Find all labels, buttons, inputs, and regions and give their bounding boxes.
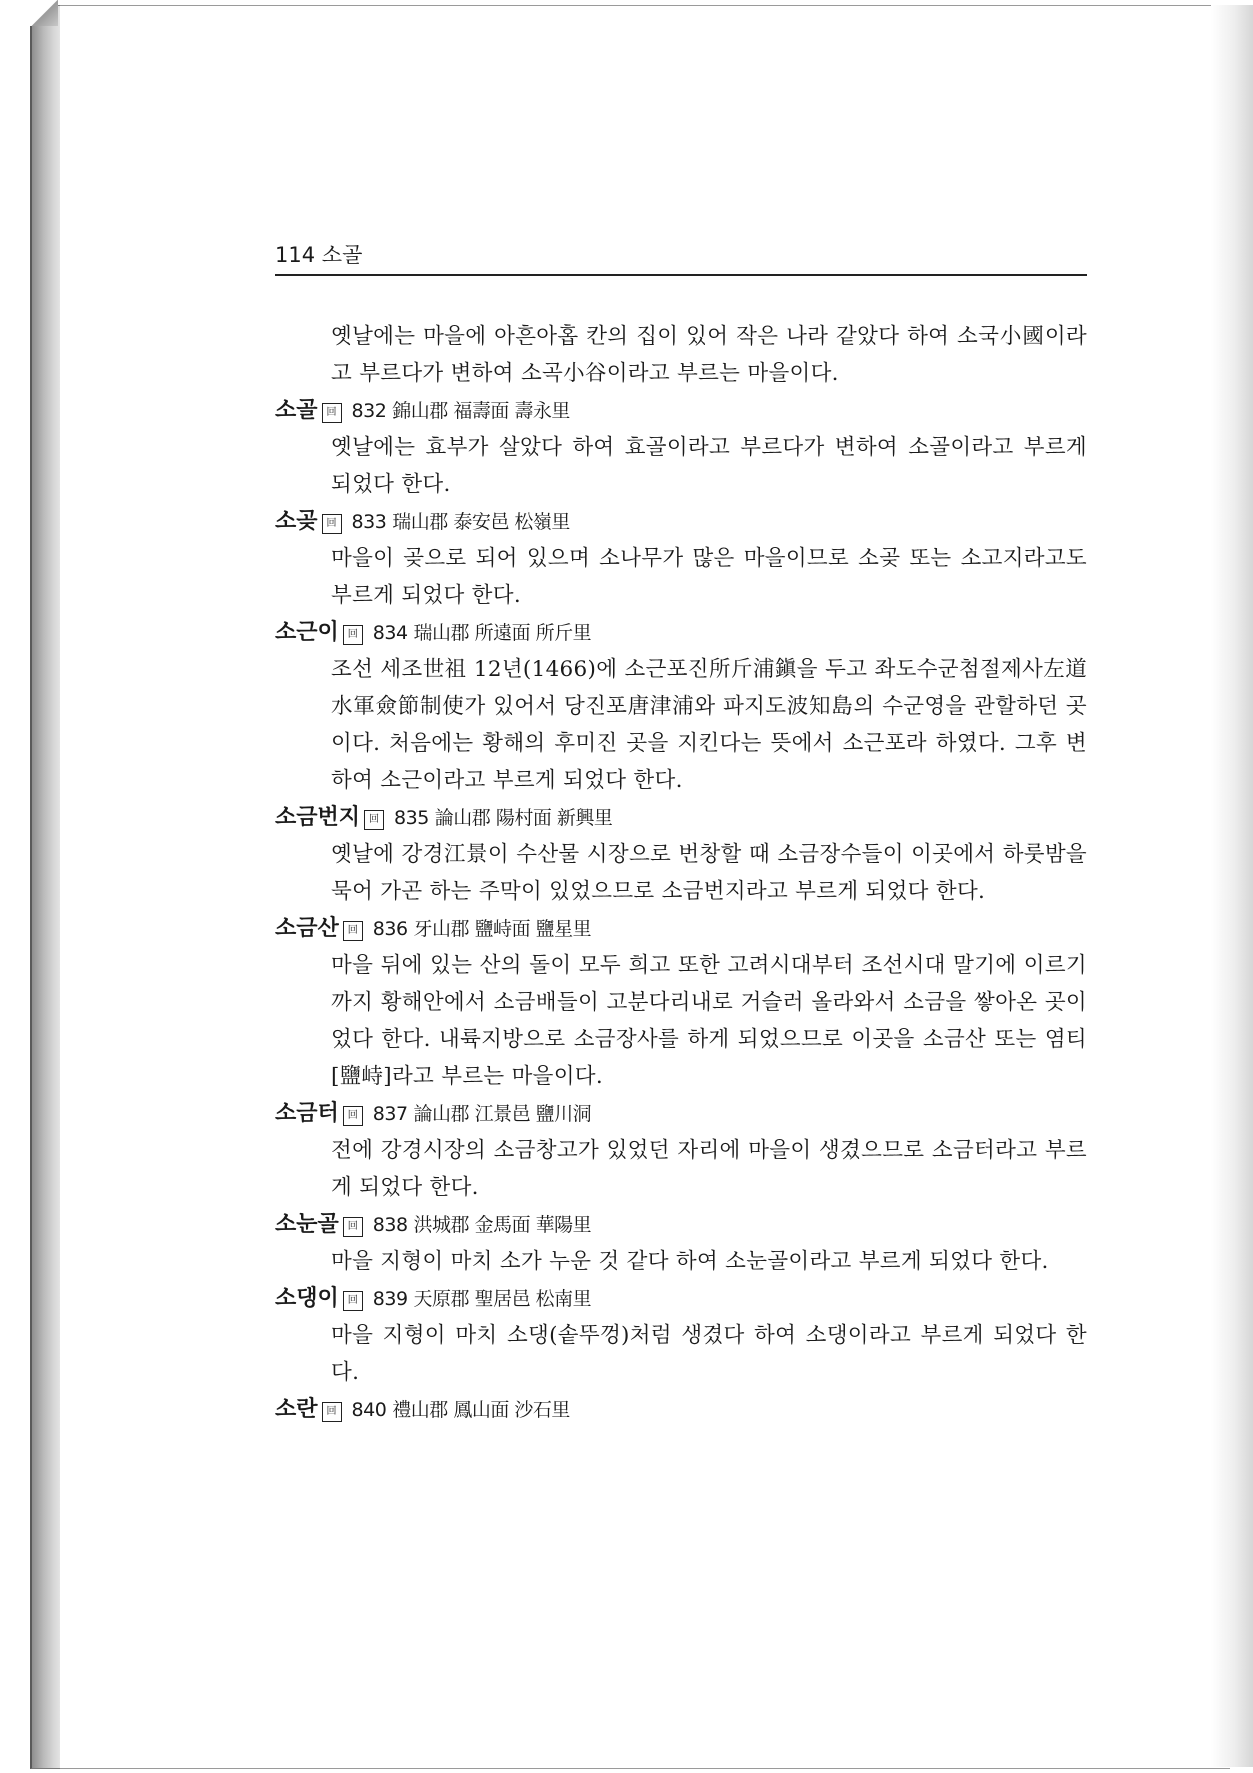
entry-location: 錦山郡 福壽面 壽永里 [392,400,570,422]
dictionary-entry [275,799,1087,910]
page-shadow [1211,5,1253,1767]
entry-term: 소곶 [275,509,318,534]
entry-number: 839 [372,1288,408,1310]
entry-heading [275,799,1087,836]
running-title: 소골 [321,243,363,267]
entry-type-icon: 回 [343,625,363,645]
entry-location: 瑞山郡 泰安邑 松嶺里 [392,511,570,533]
entry-term: 소눈골 [275,1212,339,1237]
entry-heading [275,910,1087,947]
entry-heading [275,392,1087,429]
book-corner [30,0,58,26]
page-header [275,238,1087,276]
entry-term: 소금터 [275,1101,339,1126]
entry-list [275,392,1087,1428]
entry-number: 837 [372,1103,408,1125]
entry-type-icon: 回 [343,1291,363,1311]
entry-description: 마을이 곶으로 되어 있으며 소나무가 많은 마을이므로 소곶 또는 소고지라고도 부르게 되었다 한다. [331,546,1087,608]
entry-type-icon: 回 [322,514,342,534]
entry-heading [275,1095,1087,1132]
entry-number: 833 [351,511,387,533]
book-page-edge [30,5,64,1769]
entry-term: 소골 [275,398,318,423]
dictionary-entry [275,503,1087,614]
entry-location: 瑞山郡 所遠面 所斤里 [413,622,592,644]
intro-paragraph: 옛날에는 마을에 아흔아홉 칸의 집이 있어 작은 나라 같았다 하여 소국小國이라고 부르다가 변하여 소곡小谷이라고 부르는 마을이다. [331,324,1087,386]
entry-description: 마을 지형이 마치 소가 누운 것 같다 하여 소눈골이라고 부르게 되었다 한다. [331,1249,1049,1274]
entry-location: 論山郡 江景邑 鹽川洞 [413,1103,592,1125]
dictionary-body [275,318,1087,1428]
entry-location: 洪城郡 金馬面 華陽里 [413,1214,592,1236]
entry-type-icon: 回 [322,403,342,423]
dictionary-entry [275,1391,1087,1428]
entry-heading [275,614,1087,651]
entry-number: 836 [372,918,408,940]
entry-term: 소근이 [275,620,339,645]
entry-location: 天原郡 聖居邑 松南里 [413,1288,592,1310]
entry-number: 834 [372,622,408,644]
entry-type-icon: 回 [322,1402,342,1422]
entry-term: 소란 [275,1397,318,1422]
entry-type-icon: 回 [343,1106,363,1126]
entry-description: 전에 강경시장의 소금창고가 있었던 자리에 마을이 생겼으므로 소금터라고 부르게 되었다 한다. [331,1138,1087,1200]
entry-description: 옛날에는 효부가 살았다 하여 효골이라고 부르다가 변하여 소골이라고 부르게 되었다 한다. [331,435,1087,497]
entry-number: 840 [351,1399,387,1421]
entry-location: 論山郡 陽村面 新興里 [434,807,613,829]
entry-location: 禮山郡 鳳山面 沙石里 [392,1399,570,1421]
entry-type-icon: 回 [343,921,363,941]
dictionary-entry [275,1095,1087,1206]
entry-term: 소댕이 [275,1286,339,1311]
entry-description: 마을 지형이 마치 소댕(솥뚜껑)처럼 생겼다 하여 소댕이라고 부르게 되었다 한다. [331,1323,1087,1385]
entry-location: 牙山郡 鹽峙面 鹽星里 [413,918,592,940]
dictionary-entry [275,910,1087,1095]
entry-heading [275,1206,1087,1243]
entry-term: 소금산 [275,916,339,941]
entry-number: 838 [372,1214,408,1236]
entry-heading [275,1280,1087,1317]
entry-heading [275,503,1087,540]
page-number: 114 [275,243,316,267]
entry-term: 소금번지 [275,805,361,830]
entry-type-icon: 回 [343,1217,363,1237]
entry-heading [275,1391,1087,1428]
entry-number: 835 [394,807,429,829]
entry-description: 조선 세조世祖 12년(1466)에 소근포진所斤浦鎭을 두고 좌도수군첨절제사左道水軍僉節制使가 있어서 당진포唐津浦와 파지도波知島의 수군영을 관할하던 곳이다. 처음에는 황해의 후미진 곳을 지킨다는 뜻에서 소근포라 하였다. 그후 변하여 소근이라고 부르게 되었다 한다. [331,657,1087,793]
dictionary-entry [275,392,1087,503]
entry-description: 마을 뒤에 있는 산의 돌이 모두 희고 또한 고려시대부터 조선시대 말기에 이르기까지 황해안에서 소금배들이 고분다리내로 거슬러 올라와서 소금을 쌓아온 곳이었다 한다. 내륙지방으로 소금장사를 하게 되었으므로 이곳을 소금산 또는 염티[鹽峙]라고 부르는 마을이다. [331,953,1087,1089]
entry-description: 옛날에 강경江景이 수산물 시장으로 번창할 때 소금장수들이 이곳에서 하룻밤을 묵어 가곤 하는 주막이 있었으므로 소금번지라고 부르게 되었다 한다. [331,842,1087,904]
dictionary-entry [275,1206,1087,1280]
entry-type-icon: 回 [364,810,384,830]
dictionary-entry [275,1280,1087,1391]
dictionary-entry [275,614,1087,799]
entry-number: 832 [351,400,387,422]
